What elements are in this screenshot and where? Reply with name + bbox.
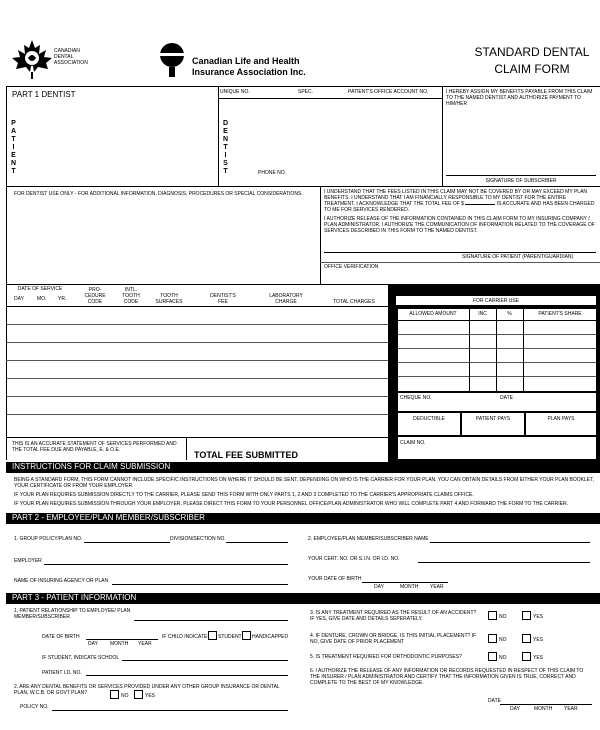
patient-dob-month: MONTH: [110, 641, 129, 647]
q6-text: 6. I AUTHORIZE THE RELEASE OF ANY INFORMATION OR RECORDS REQUESTED IN RESPECT OF THIS CLAIM TO THE INSURER / PLAN ADMINISTRATOR AND CERTIFY THAT THE INFORMATION GIVEN IS TRUE, CORRECT AND COMPLETE TO THE BEST OF MY KNOWLEDGE.: [310, 668, 584, 686]
patient-vertical-text: PATIENT: [10, 120, 17, 176]
carrier-row-line: [398, 376, 596, 377]
total-fee-submitted-label: TOTAL FEE SUBMITTED: [194, 450, 299, 460]
laboratory-charge-line-1: LABORATORY: [269, 293, 303, 299]
insuring-agency-field[interactable]: [112, 584, 288, 585]
service-row-line: [6, 360, 388, 361]
handicapped-label: HANDICAPPED: [252, 634, 289, 640]
division-section-label: DIVISION/SECTION NO.: [170, 536, 226, 542]
form-title-line-2: CLAIM FORM: [494, 62, 570, 76]
employee-name-field[interactable]: [430, 542, 590, 543]
patient-signature-label: SIGNATURE OF PATIENT (PARENT/GUARDIAN): [462, 254, 574, 260]
q6-year: YEAR: [564, 706, 578, 712]
yr-label: YR.: [58, 296, 67, 302]
insuring-agency-label: NAME OF INSURING AGENCY OR PLAN: [14, 578, 109, 584]
q2-text: 2. ARE ANY DENTAL BENEFITS OR SERVICES PROVIDED UNDER ANY OTHER GROUP INSURANCE OR DENTAL PLAN, W.C.B. OR GOVT PLAN?: [14, 684, 280, 696]
form-title: [468, 44, 596, 78]
employee-name-label: 2. EMPLOYEE/PLAN MEMBER/SUBSCRIBER NAME: [308, 536, 429, 542]
tooth-surfaces-line-2: SURFACES: [155, 299, 183, 305]
student-checkbox[interactable]: [208, 631, 217, 640]
subscriber-dob-month: MONTH: [400, 584, 419, 590]
cda-logo: [8, 38, 56, 82]
accurate-divider: [186, 437, 187, 460]
q3-no-label: NO: [499, 614, 507, 620]
subscriber-signature-label: SIGNATURE OF SUBSCRIBER: [485, 178, 557, 184]
part1-top-border: [6, 86, 600, 87]
carrier-row-line: [398, 348, 596, 349]
dentist-vertical-text: DENTIST: [222, 120, 229, 176]
part1-mid-border: [6, 186, 600, 187]
instructions-line-1: BEING A STANDARD FORM, THIS FORM CANNOT INCLUDE SPECIFIC INSTRUCTIONS ON WHERE IT SHOULD BE SENT, DEPENDING ON WHO IS THE CARRIER FOR YOUR PLAN. YOU CAN OBTAIN DETAILS FROM EITHER YOUR PLAN BOOKLET, YOUR CERTIFICATE OR FROM YOUR EMPLOYER.: [14, 477, 594, 489]
spec-label: SPEC.: [298, 89, 314, 95]
q5-yes-label: YES: [533, 655, 544, 661]
q2-policy-no-label: POLICY NO.: [20, 704, 49, 710]
q2-yes-checkbox[interactable]: [134, 690, 143, 699]
tooth-code-label: [118, 287, 144, 305]
office-account-label: PATIENT'S OFFICE ACCOUNT NO.: [348, 89, 429, 95]
patient-dob-day: DAY: [88, 641, 98, 647]
q3-no-checkbox[interactable]: [488, 611, 497, 620]
cda-line-1: CANADIAN: [54, 48, 80, 54]
cda-logo-text: [54, 48, 94, 66]
clhia-logo: [156, 42, 188, 78]
school-field[interactable]: [122, 660, 288, 661]
employer-field[interactable]: [44, 564, 288, 565]
plan-pays-label: PLAN PAYS: [547, 416, 575, 422]
subscriber-dob-field[interactable]: [362, 582, 448, 583]
form-left-border: [6, 86, 7, 460]
procedure-code-line-3: CODE: [87, 299, 103, 305]
dentist-vertical-label: [220, 120, 228, 180]
group-policy-field[interactable]: [84, 542, 170, 543]
tooth-surfaces-label: [150, 293, 188, 305]
understand-text-1: I UNDERSTAND THAT THE FEES LISTED IN THIS CLAIM MAY NOT BE COVERED BY OR MAY EXCEED MY PLAN BENEFITS. I UNDERSTAND THAT I AM FINANCIALLY RESPONSIBLE TO MY DENTIST FOR THE ENTIRE TREATMENT. I ACKNOWLEDGE THAT THE TOTAL FEE OF $: [324, 189, 588, 207]
clhia-emblem-icon: [156, 42, 188, 78]
subscriber-signature-line[interactable]: [446, 175, 596, 176]
services-header-line: [6, 306, 388, 307]
handicapped-checkbox[interactable]: [242, 631, 251, 640]
q4-no-label: NO: [499, 637, 507, 643]
day-label: DAY: [14, 296, 24, 302]
part1-divider-2: [442, 86, 443, 186]
q2-no-checkbox[interactable]: [110, 690, 119, 699]
q4-no-checkbox[interactable]: [488, 634, 497, 643]
service-row-line: [6, 324, 388, 325]
dentist-use-divider: [320, 186, 321, 284]
relationship-field[interactable]: [134, 620, 288, 621]
understand-text: [324, 189, 596, 213]
instructions-line-2: IF YOUR PLAN REQUIRES SUBMISSION DIRECTLY TO THE CARRIER, PLEASE SEND THIS FORM WITH ONLY PARTS 1, 2 AND 3 COMPLETED TO THE CARRIER'S APPROPRIATE CLAIMS OFFICE.: [14, 492, 474, 498]
q6-month: MONTH: [534, 706, 553, 712]
procedure-code-line-2: CEDURE: [84, 293, 106, 299]
understand-text-2: IS ACCURATE AND HAS BEEN CHARGED TO ME FOR SERVICES RENDERED.: [324, 201, 595, 213]
patient-pays-label: PATIENT PAYS: [475, 416, 511, 422]
dentist-use-only-label: FOR DENTIST USE ONLY - FOR ADDITIONAL INFORMATION, DIAGNOSIS, PROCEDURES OR SPECIAL CONSIDERATIONS.: [14, 191, 303, 197]
allowed-amount-label: ALLOWED AMOUNT: [409, 311, 457, 317]
cert-no-field[interactable]: [418, 562, 590, 563]
laboratory-charge-line-2: CHARGE: [275, 299, 297, 305]
q2-no-label: NO: [121, 693, 129, 699]
clhia-name-line-1: Canadian Life and Health: [192, 56, 300, 66]
division-section-field[interactable]: [226, 542, 288, 543]
authorize-text: I AUTHORIZE RELEASE OF THE INFORMATION CONTAINED IN THIS CLAIM FORM TO MY INSURING COMPANY / PLAN ADMINISTRATOR. I AUTHORIZE THE COMMUNICATION OF INFORMATION RELATED TO THE COVERAGE OF SERVICES DESCRIBED IN THIS FORM TO THE NAMED DENTIST.: [324, 216, 595, 234]
service-row-line: [6, 342, 388, 343]
service-row-line: [6, 414, 388, 415]
student-label: STUDENT: [218, 634, 242, 640]
employer-label: EMPLOYER: [14, 558, 42, 564]
instructions-title: INSTRUCTIONS FOR CLAIM SUBMISSION: [6, 462, 600, 473]
total-fee-blank[interactable]: [465, 204, 495, 205]
subscriber-dob-day: DAY: [374, 584, 384, 590]
pct-label: %: [507, 311, 512, 317]
office-verification-label: OFFICE VERIFICATION: [324, 264, 379, 270]
date-of-service-label: DATE OF SERVICE: [17, 286, 63, 292]
q4-text: 4. IF DENTURE, CROWN OR BRIDGE, IS THIS INITIAL PLACEMENT? IF NO, GIVE DATE OF PRIOR PLACEMENT: [310, 633, 477, 645]
school-label: IF STUDENT, INDICATE SCHOOL: [42, 655, 120, 661]
dentists-fee-line-1: DENTIST'S: [210, 293, 236, 299]
q4-yes-label: YES: [533, 637, 544, 643]
if-child-label: IF CHILD INDICATE:: [162, 634, 209, 640]
claim-no-cell: [398, 437, 596, 459]
q2-policy-no-field[interactable]: [52, 710, 288, 711]
procedure-code-line-1: PRO-: [88, 287, 102, 293]
carrier-col-line: [469, 309, 470, 391]
patient-id-field[interactable]: [86, 675, 288, 676]
q5-no-checkbox[interactable]: [488, 652, 497, 661]
procedure-code-label: [82, 287, 108, 305]
group-policy-label: 1. GROUP POLICY/PLAN NO.: [14, 536, 83, 542]
patient-dob-label: DATE OF BIRTH: [42, 634, 80, 640]
instructions-line-3: IF YOUR PLAN REQUIRES SUBMISSION THROUGH YOUR EMPLOYER, PLEASE DIRECT THIS FORM TO YOUR PERSONNEL OFFICE/PLAN ADMINISTRATOR WHO WILL COMPLETE PART 4 AND FORWARD THE FORM TO THE CARRIER.: [14, 501, 568, 507]
accurate-top-line: [6, 437, 388, 438]
allowed-amount-table: [398, 309, 596, 391]
for-carrier-use-label: FOR CARRIER USE: [472, 298, 520, 304]
cheque-no-label: CHEQUE NO.: [400, 395, 432, 401]
q4-yes-checkbox[interactable]: [522, 634, 531, 643]
q2-yes-label: YES: [145, 693, 156, 699]
assign-text: I HEREBY ASSIGN MY BENEFITS PAYABLE FROM THIS CLAIM TO THE NAMED DENTIST AND AUTHORIZE PAYMENT TO HIM/HER: [446, 89, 593, 107]
q6-day: DAY: [510, 706, 520, 712]
laboratory-charge-label: [262, 293, 310, 305]
inc-label: INC: [478, 311, 487, 317]
total-charges-label: TOTAL CHARGES: [333, 299, 375, 305]
maple-leaf-icon: [8, 38, 56, 82]
cert-no-label: YOUR CERT. NO. OR S.I.N. OR I.D. NO.: [308, 556, 400, 562]
form-title-line-1: STANDARD DENTAL: [474, 45, 590, 59]
carrier-col-line: [496, 309, 497, 391]
deductible-label: DEDUCTIBLE: [413, 416, 445, 422]
tooth-code-line-1: INTL.: [124, 287, 138, 293]
patient-dob-year: YEAR: [138, 641, 152, 647]
service-row-line: [6, 396, 388, 397]
clhia-name-line-2: Insurance Association Inc.: [192, 67, 306, 77]
mo-label: MO.: [37, 296, 47, 302]
phone-no-label: PHONE NO.: [258, 170, 287, 176]
cheque-date-label: DATE: [500, 395, 513, 401]
part1-divider-1: [218, 86, 219, 186]
part2-title: PART 2 - EMPLOYEE/PLAN MEMBER/SUBSCRIBER: [6, 513, 600, 524]
q5-yes-checkbox[interactable]: [522, 652, 531, 661]
q5-no-label: NO: [499, 655, 507, 661]
part3-title: PART 3 - PATIENT INFORMATION: [6, 593, 600, 604]
tooth-code-line-2: TOOTH: [122, 293, 140, 299]
office-verification-line: [320, 262, 600, 263]
accurate-statement: THIS IS AN ACCURATE STATEMENT OF SERVICES PERFORMED AND THE TOTAL FEE DUE AND PAYABLE, E. & O.E.: [12, 441, 177, 453]
subscriber-dob-label: YOUR DATE OF BIRTH: [308, 576, 362, 582]
q6-date-field[interactable]: [500, 704, 592, 705]
unique-row-line: [218, 98, 442, 99]
part1-label: PART 1 DENTIST: [12, 90, 76, 99]
patients-share-label: PATIENT'S SHARE: [538, 311, 582, 317]
subscriber-dob-year: YEAR: [430, 584, 444, 590]
patient-id-label: PATIENT I.D. NO.: [42, 670, 82, 676]
patient-dob-field[interactable]: [86, 639, 158, 640]
clhia-name: [192, 56, 306, 78]
q3-yes-label: YES: [533, 614, 544, 620]
carrier-header-line: [398, 320, 596, 321]
q5-text: 5. IS TREATMENT REQUIRED FOR ORTHODONTIC PURPOSES?: [310, 654, 462, 660]
q3-yes-checkbox[interactable]: [522, 611, 531, 620]
claim-no-label: CLAIM NO.: [400, 440, 426, 446]
carrier-row-line: [398, 334, 596, 335]
unique-no-label: UNIQUE NO.: [220, 89, 250, 95]
relationship-label: 1. PATIENT RELATIONSHIP TO EMPLOYEE/ PLAN MEMBER/SUBSCRIBER: [14, 608, 131, 620]
cda-line-2: DENTAL: [54, 54, 74, 60]
tooth-code-line-3: CODE: [123, 299, 139, 305]
patient-vertical-label: [8, 120, 16, 180]
q3-text: 3. IS ANY TREATMENT REQUIRED AS THE RESULT OF AN ACCIDENT? IF YES, GIVE DATE AND DETAILS SEPERATELY.: [310, 610, 477, 622]
dentists-fee-line-2: FEE: [218, 299, 228, 305]
cda-line-3: ASSOCIATION: [54, 60, 88, 66]
service-row-line: [6, 378, 388, 379]
q6-date-label: DATE: [488, 698, 501, 704]
carrier-col-line: [523, 309, 524, 391]
dentists-fee-label: [203, 293, 243, 305]
tooth-surfaces-line-1: TOOTH: [160, 293, 178, 299]
patient-signature-line[interactable]: [324, 252, 596, 253]
carrier-row-line: [398, 362, 596, 363]
